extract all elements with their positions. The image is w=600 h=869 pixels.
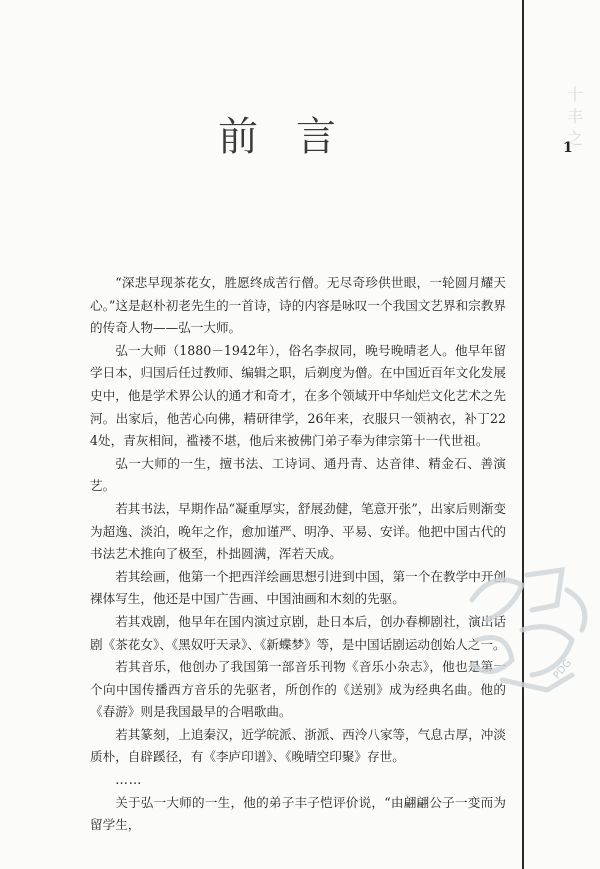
bleed-through-marks: 十 丰 之 [567,85,584,148]
paragraph-biography: 弘一大师（1880－1942年），俗名李叔同，晚号晚晴老人。他早年留学日本，归国后任过教师、编辑之职，后剃度为僧。在中国近百年文化发展史中，他是学术界公认的通才和奇才，在多个领域开中华灿烂文化艺术之先河。出家后，他苦心向佛，精研律学，26年来，衣服只一领衲衣，补丁224处，青灰相间，褴褛不堪，他后来被佛门弟子奉为律宗第十一代世祖。 [90,342,506,449]
page-title: 前言 [218,113,374,160]
paragraph-poem: “深悲早现茶花女，胜愿终成苦行僧。无尽奇珍供世眼，一轮圆月耀天心。”这是赵朴初老先生的一首诗，诗的内容是咏叹一个我国文艺界和宗教界的传奇人物——弘一大师。 [90,275,506,336]
margin-rule [522,0,524,869]
paragraph-music: 若其音乐，他创办了我国第一部音乐刊物《音乐小杂志》，他也是第一个向中国传播西方音乐的先驱者，所创作的《送别》成为经典名曲。他的《春游》则是我国最早的合唱歌曲。 [90,659,506,720]
preface-body [90,272,506,837]
paragraph-painting: 若其绘画，他第一个把西洋绘画思想引进到中国，第一个在教学中开创裸体写生，他还是中国广告画、中国油画和木刻的先驱。 [90,568,506,607]
paragraph-ellipsis: …… [115,772,143,788]
paragraph-talents: 弘一大师的一生，擅书法、工诗词、通丹青、达音律、精金石、善演艺。 [90,455,506,494]
paragraph-seal-carving: 若其篆刻，上追秦汉，近学皖派、浙派、西泠八家等，气息古厚，冲淡质朴，自辟蹊径，有《李庐印谱》、《晚晴空印聚》存世。 [90,726,506,765]
paragraph-calligraphy: 若其书法，早期作品“凝重厚实，舒展劲健，笔意开张”，出家后则渐变为超逸、淡泊，晚年之作，愈加谨严、明净、平易、安详。他把中国古代的书法艺术推向了极至，朴拙圆满，浑若天成。 [90,500,506,562]
paragraph-drama: 若其戏剧，他早年在国内演过京剧，赴日本后，创办春柳剧社，演出话剧《茶花女》、《黑奴吁天录》、《新蝶梦》等，是中国话剧运动创始人之一。 [90,613,506,652]
watermark-label: PDG [551,657,574,682]
paragraph-evaluation: 关于弘一大师的一生，他的弟子丰子恺评价说，“由翩翩公子一变而为留学生， [90,794,506,833]
page-number: 1 [563,140,573,156]
